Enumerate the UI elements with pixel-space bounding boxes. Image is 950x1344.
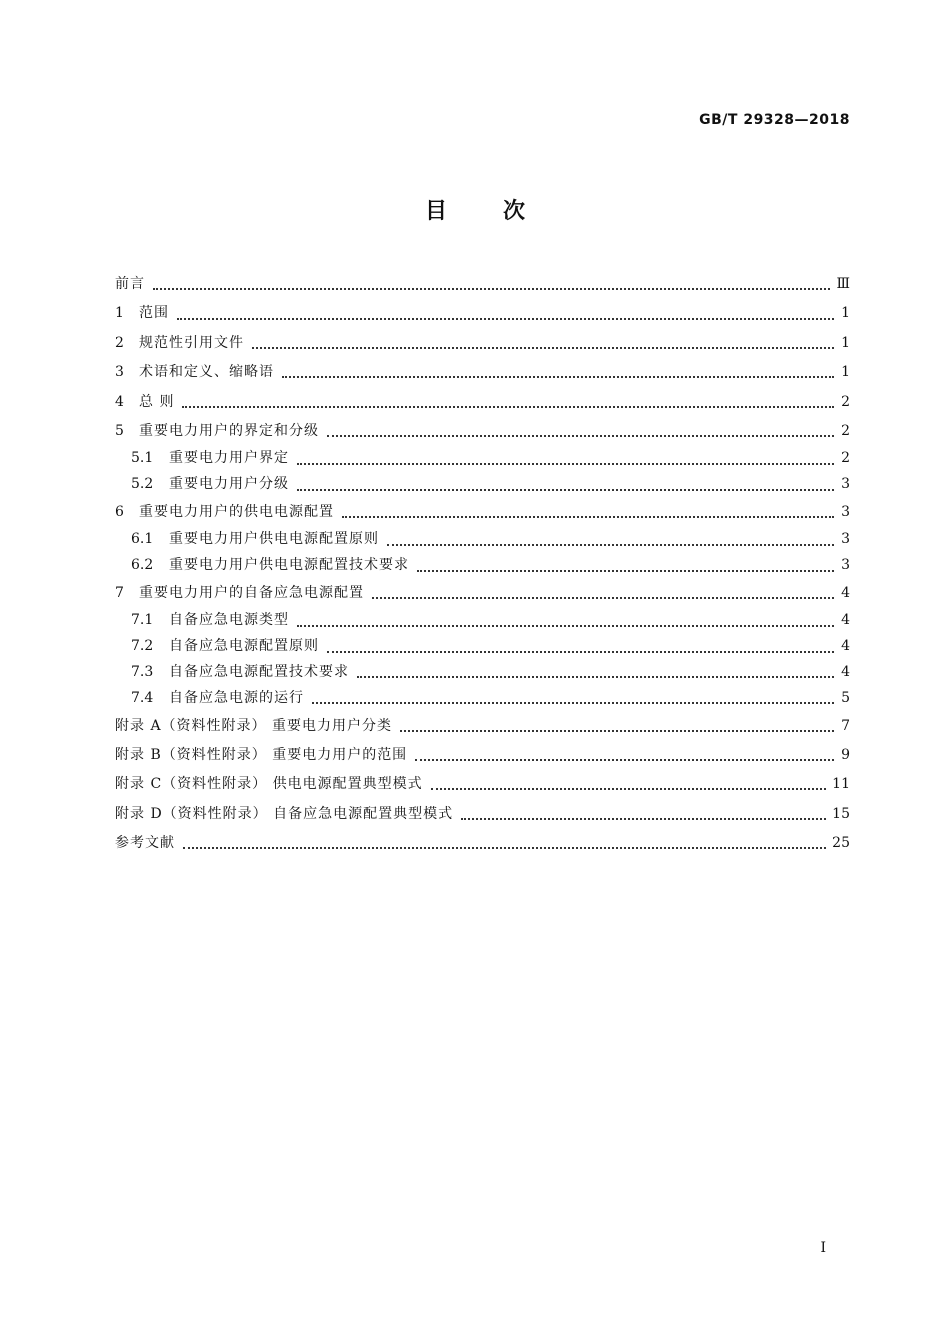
toc-entry[interactable] — [115, 299, 850, 328]
dot-leader — [417, 569, 834, 572]
toc-entry-number: 7.2 — [131, 638, 154, 655]
toc-entry-label: 术语和定义、缩略语 — [139, 364, 274, 381]
dot-leader — [252, 346, 834, 349]
toc-entry-number: 4 — [115, 393, 124, 410]
toc-entry-page: 3 — [841, 476, 850, 493]
toc-entry[interactable] — [115, 270, 850, 299]
toc-entry-number: 5.2 — [131, 476, 154, 493]
title-char-1: 目 — [424, 199, 447, 224]
toc-entry[interactable] — [115, 498, 850, 527]
toc-entry-page: 9 — [841, 746, 850, 763]
toc-entry-number: 5.1 — [131, 450, 154, 467]
toc-entry-page: 3 — [841, 503, 850, 520]
toc-entry[interactable] — [115, 800, 850, 829]
toc-entry[interactable] — [115, 579, 850, 608]
toc-entry-label: 规范性引用文件 — [139, 334, 244, 351]
dot-leader — [183, 846, 826, 849]
toc-entry-page: 2 — [841, 422, 850, 439]
dot-leader — [312, 701, 834, 704]
dot-leader — [415, 758, 834, 761]
toc-entry-page: 4 — [841, 638, 850, 655]
toc-entry-label: 重要电力用户供电电源配置原则 — [169, 531, 379, 548]
dot-leader — [297, 488, 834, 491]
toc-entry-page: 7 — [841, 717, 850, 734]
dot-leader — [327, 650, 834, 653]
dot-leader — [153, 287, 830, 290]
toc-entry-number: 1 — [115, 305, 124, 322]
toc-entry[interactable] — [115, 608, 850, 634]
toc-entry[interactable] — [115, 527, 850, 553]
toc-entry[interactable] — [115, 829, 850, 858]
toc-entry-label: 自备应急电源配置技术要求 — [169, 663, 349, 680]
toc-entry-page: 1 — [841, 334, 850, 351]
toc-entry[interactable] — [115, 712, 850, 741]
toc-entry-label: 自备应急电源配置原则 — [169, 638, 319, 655]
dot-leader — [357, 675, 834, 678]
toc-entry-number: 5 — [115, 422, 124, 439]
toc-entry[interactable] — [115, 686, 850, 712]
toc-entry[interactable] — [115, 446, 850, 472]
toc-entry-number: 3 — [115, 364, 124, 381]
toc-entry-label: 自备应急电源类型 — [169, 612, 289, 629]
toc-entry[interactable] — [115, 388, 850, 417]
toc-entry[interactable] — [115, 660, 850, 686]
toc-entry-label: 参考文献 — [115, 835, 175, 852]
title-char-2: 次 — [503, 199, 526, 224]
toc-entry-label: 重要电力用户供电电源配置技术要求 — [169, 557, 409, 574]
toc-entry-number: 7.4 — [131, 689, 154, 706]
toc-entry-number: 7 — [115, 584, 124, 601]
toc-entry-number: 7.3 — [131, 663, 154, 680]
toc-entry-page: 1 — [841, 305, 850, 322]
toc-entry-label: 前言 — [115, 276, 145, 292]
toc-entry-page: 4 — [841, 584, 850, 601]
dot-leader — [182, 405, 834, 408]
dot-leader — [342, 515, 834, 518]
toc-entry-page: 4 — [841, 612, 850, 629]
toc-entry-page: 1 — [841, 364, 850, 381]
toc-entry-label: 附录 A（资料性附录） 重要电力用户分类 — [115, 717, 393, 734]
toc-entry-number: 6 — [115, 503, 124, 520]
toc-entry-number: 6.1 — [131, 531, 154, 548]
dot-leader — [372, 596, 834, 599]
table-of-contents — [115, 270, 850, 858]
toc-entry-label: 范围 — [139, 305, 169, 322]
toc-entry-page: 15 — [832, 805, 850, 822]
toc-entry-label: 重要电力用户的供电电源配置 — [139, 503, 334, 520]
toc-entry[interactable] — [115, 472, 850, 498]
dot-leader — [177, 317, 834, 320]
toc-entry-label: 重要电力用户分级 — [169, 476, 289, 493]
toc-entry-page: 5 — [841, 689, 850, 706]
standard-code: GB/T 29328—2018 — [699, 112, 850, 128]
dot-leader — [297, 462, 834, 465]
toc-entry[interactable] — [115, 553, 850, 579]
toc-entry-label: 总 则 — [139, 393, 175, 410]
page-title — [0, 194, 950, 225]
toc-entry[interactable] — [115, 358, 850, 387]
dot-leader — [400, 729, 834, 732]
dot-leader — [327, 434, 834, 437]
toc-entry-label: 重要电力用户的界定和分级 — [139, 422, 319, 439]
toc-entry-page: 2 — [841, 450, 850, 467]
toc-entry-label: 重要电力用户的自备应急电源配置 — [139, 584, 364, 601]
dot-leader — [297, 624, 834, 627]
toc-entry-page: 3 — [841, 531, 850, 548]
toc-entry[interactable] — [115, 634, 850, 660]
toc-entry-number: 2 — [115, 334, 124, 351]
toc-entry[interactable] — [115, 329, 850, 358]
toc-entry[interactable] — [115, 770, 850, 799]
dot-leader — [387, 543, 834, 546]
dot-leader — [282, 375, 834, 378]
toc-entry-page: 2 — [841, 393, 850, 410]
toc-entry-page: 3 — [841, 557, 850, 574]
toc-entry-label: 附录 C（资料性附录） 供电电源配置典型模式 — [115, 776, 423, 793]
toc-entry-number: 6.2 — [131, 557, 154, 574]
toc-entry-number: 7.1 — [131, 612, 154, 629]
toc-entry-label: 自备应急电源的运行 — [169, 689, 304, 706]
toc-entry[interactable] — [115, 417, 850, 446]
toc-entry-label: 附录 D（资料性附录） 自备应急电源配置典型模式 — [115, 805, 454, 822]
toc-entry-label: 附录 B（资料性附录） 重要电力用户的范围 — [115, 746, 408, 763]
toc-entry[interactable] — [115, 741, 850, 770]
toc-entry-page: 25 — [832, 835, 850, 852]
toc-entry-page: 4 — [841, 663, 850, 680]
toc-entry-page: 11 — [832, 776, 850, 793]
toc-entry-page: Ⅲ — [836, 276, 850, 292]
page-number: Ⅰ — [820, 1240, 826, 1256]
toc-entry-label: 重要电力用户界定 — [169, 450, 289, 467]
dot-leader — [461, 817, 826, 820]
dot-leader — [431, 787, 827, 790]
